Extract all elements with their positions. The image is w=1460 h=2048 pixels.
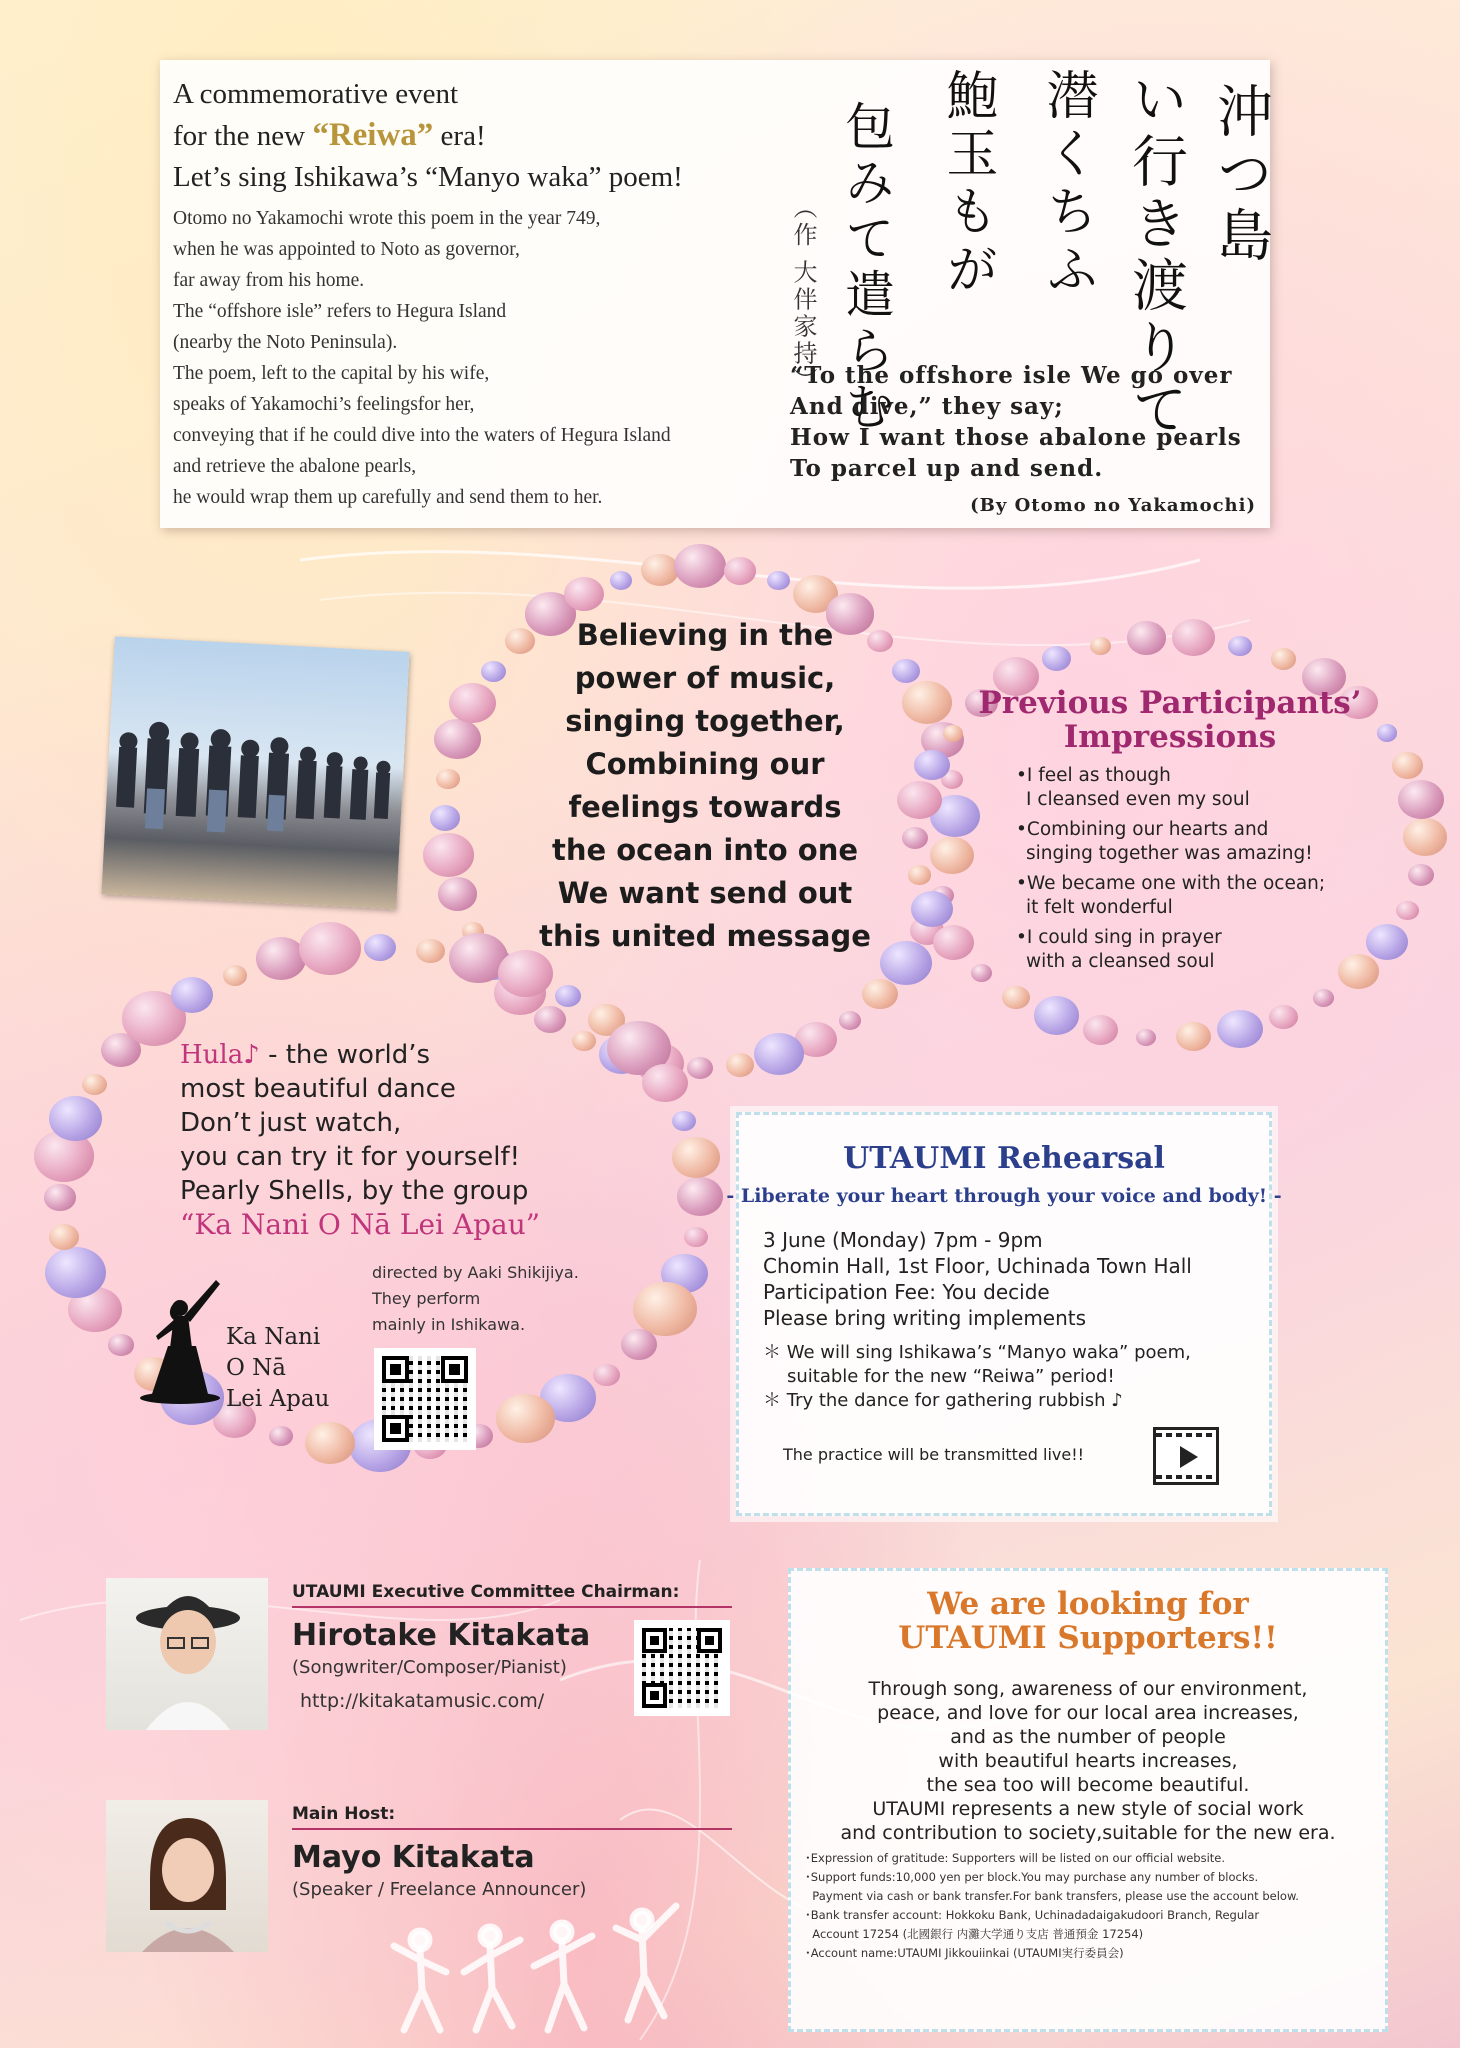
central-message bbox=[520, 614, 890, 958]
body-line: Through song, awareness of our environment, bbox=[868, 1678, 1308, 1700]
impression-line: it felt wonderful bbox=[1026, 897, 1173, 918]
hula-title-rest: - the world’s bbox=[259, 1040, 431, 1070]
bead bbox=[269, 1426, 293, 1447]
english-line: And dive,” they say; bbox=[790, 393, 1064, 420]
detail-line: Participation Fee: You decide bbox=[763, 1280, 1050, 1304]
bead bbox=[684, 1227, 708, 1247]
bead bbox=[82, 1074, 107, 1095]
hula-group-name: “Ka Nani O Nā Lei Apau” bbox=[180, 1208, 541, 1241]
supporters-card bbox=[788, 1568, 1388, 2032]
hula-qr-code[interactable] bbox=[374, 1348, 476, 1450]
qr-eye bbox=[642, 1628, 667, 1653]
impressions-section bbox=[960, 686, 1380, 754]
detail-line: Chomin Hall, 1st Floor, Uchinada Town Hall bbox=[763, 1254, 1192, 1278]
bead bbox=[434, 719, 481, 759]
host-portrait bbox=[106, 1800, 268, 1952]
hula-director bbox=[372, 1260, 632, 1338]
body-line: with beautiful hearts increases, bbox=[938, 1750, 1238, 1772]
chairman-name: Hirotake Kitakata bbox=[292, 1618, 591, 1653]
bead bbox=[1403, 818, 1448, 856]
hula-line: most beautiful dance bbox=[180, 1074, 456, 1104]
qr-eye bbox=[382, 1356, 409, 1383]
message-line: this united message bbox=[539, 919, 871, 953]
description-line: he would wrap them up carefully and send them to her. bbox=[173, 487, 603, 508]
reiwa-word: “Reiwa” bbox=[312, 117, 434, 153]
host-name: Mayo Kitakata bbox=[292, 1840, 535, 1875]
calligraphy-column-2: い行き渡りて bbox=[1123, 70, 1188, 442]
bead bbox=[971, 964, 993, 983]
bead bbox=[1136, 1029, 1156, 1046]
bead bbox=[897, 781, 942, 819]
bead bbox=[481, 661, 506, 682]
qr-eye bbox=[642, 1683, 667, 1708]
bead bbox=[416, 939, 445, 964]
qr-eye bbox=[382, 1415, 409, 1442]
bead bbox=[933, 925, 974, 960]
impressions-title-2: Impressions bbox=[1063, 719, 1277, 755]
english-credit: (By Otomo no Yakamochi) bbox=[970, 495, 1256, 516]
bead bbox=[49, 1096, 102, 1141]
bead bbox=[610, 571, 632, 590]
bead bbox=[726, 1053, 755, 1077]
live-note: The practice will be transmitted live!! bbox=[783, 1445, 1085, 1464]
bead bbox=[299, 922, 361, 975]
chairman-role: (Songwriter/Composer/Pianist) bbox=[292, 1657, 567, 1678]
bead bbox=[1217, 1010, 1263, 1049]
bead bbox=[1228, 636, 1252, 656]
play-icon bbox=[1180, 1446, 1198, 1468]
hula-line: Pearly Shells, by the group bbox=[180, 1176, 529, 1206]
bead bbox=[564, 577, 604, 611]
bead bbox=[839, 1011, 861, 1030]
host-label: Main Host: bbox=[292, 1804, 396, 1824]
english-line: To parcel up and send. bbox=[790, 455, 1104, 482]
bead bbox=[1176, 1022, 1210, 1051]
impression-line: I cleansed even my soul bbox=[1026, 789, 1250, 810]
logo-line: Lei Apau bbox=[226, 1386, 330, 1412]
fine-print-line: ･Support funds:10,000 yen per block.You may purchase any number of blocks. bbox=[805, 1870, 1259, 1884]
supporters-body bbox=[791, 1677, 1385, 1845]
impression-line: singing together was amazing! bbox=[1026, 843, 1313, 864]
description-line: far away from his home. bbox=[173, 270, 365, 291]
bead bbox=[1042, 646, 1072, 671]
body-line: and contribution to society,suitable for the new era. bbox=[840, 1822, 1336, 1844]
english-line: How I want those abalone pearls bbox=[790, 424, 1242, 451]
bead bbox=[1034, 996, 1079, 1035]
rehearsal-card bbox=[726, 1112, 1282, 1516]
hula-heading bbox=[180, 1038, 640, 1072]
message-line: feelings towards bbox=[568, 790, 842, 824]
bead bbox=[724, 557, 757, 585]
impression-line: •We became one with the ocean; bbox=[1016, 873, 1326, 894]
body-line: peace, and love for our local area increases, bbox=[877, 1702, 1299, 1724]
bead bbox=[1398, 780, 1444, 819]
bead bbox=[449, 683, 496, 723]
fine-print-line: Account 17254 (北國銀行 内灘大学通り支店 普通預金 17254) bbox=[805, 1927, 1144, 1941]
film-strip-top bbox=[1156, 1433, 1216, 1437]
supporters-title: We are looking for bbox=[927, 1586, 1249, 1622]
director-line: directed by Aaki Shikijiya. bbox=[372, 1263, 579, 1282]
bead bbox=[49, 1224, 79, 1250]
calligraphy-credit: （作 大伴家持） bbox=[789, 195, 817, 395]
bead bbox=[862, 979, 898, 1009]
bead bbox=[1127, 621, 1166, 655]
bead bbox=[674, 544, 726, 588]
bead bbox=[534, 1006, 566, 1033]
english-line: “To the offshore isle We go over bbox=[790, 362, 1233, 389]
hula-line: you can try it for yourself! bbox=[180, 1142, 521, 1172]
heading-line-1: A commemorative event bbox=[173, 78, 459, 110]
bead bbox=[223, 965, 247, 986]
host-rule bbox=[292, 1828, 732, 1830]
impression-item bbox=[1016, 818, 1366, 866]
bead bbox=[754, 1033, 804, 1076]
bead bbox=[430, 805, 461, 831]
video-play-button[interactable] bbox=[1153, 1427, 1219, 1485]
description-line: Otomo no Yakamochi wrote this poem in the year 749, bbox=[173, 208, 601, 229]
crowd-silhouettes bbox=[101, 636, 409, 909]
description-line: (nearby the Noto Peninsula). bbox=[173, 332, 398, 353]
bead bbox=[677, 1177, 724, 1217]
bead bbox=[633, 1282, 696, 1336]
bead bbox=[767, 571, 790, 591]
bead bbox=[930, 837, 973, 874]
bead bbox=[908, 865, 931, 884]
detail-line: Please bring writing implements bbox=[763, 1306, 1087, 1330]
bead bbox=[892, 659, 920, 683]
bead bbox=[555, 985, 581, 1007]
message-line: We want send out bbox=[557, 876, 853, 910]
bead bbox=[423, 833, 474, 877]
description-line: conveying that if he could dive into the waters of Hegura Island bbox=[173, 425, 671, 446]
director-line: They perform bbox=[372, 1289, 481, 1308]
rehearsal-subtitle: - Liberate your heart through your voice and body! - bbox=[726, 1185, 1282, 1207]
calligraphy-column-1: 沖つ島 bbox=[1208, 82, 1273, 268]
fine-print-line: ･Bank transfer account: Hokkoku Bank, Uchinadadaigakudoori Branch, Regular bbox=[805, 1908, 1260, 1922]
bead bbox=[108, 1334, 133, 1355]
bead bbox=[45, 1247, 105, 1298]
hula-dancer-icon bbox=[138, 1276, 228, 1410]
bead bbox=[1269, 1005, 1297, 1029]
bead bbox=[1396, 901, 1419, 921]
bead bbox=[496, 1394, 554, 1444]
message-line: power of music, bbox=[574, 661, 836, 695]
bead bbox=[438, 877, 478, 911]
logo-line: Ka Nani bbox=[226, 1324, 321, 1350]
note-line: suitable for the new “Reiwa” period! bbox=[787, 1366, 1115, 1387]
rehearsal-details bbox=[763, 1227, 1253, 1331]
impression-item bbox=[1016, 764, 1366, 812]
dancing-figures-illustration bbox=[380, 1880, 760, 2040]
impression-item bbox=[1016, 872, 1366, 920]
bead bbox=[1366, 924, 1408, 960]
impression-line: •I feel as though bbox=[1016, 765, 1171, 786]
film-strip-bottom bbox=[1156, 1475, 1216, 1479]
description-line: The poem, left to the capital by his wife, bbox=[173, 363, 490, 384]
participants-photo bbox=[101, 636, 409, 909]
rehearsal-title: UTAUMI Rehearsal bbox=[843, 1141, 1165, 1176]
message-line: Believing in the bbox=[576, 618, 834, 652]
bead bbox=[687, 1057, 713, 1079]
supporters-heading bbox=[791, 1587, 1385, 1655]
note-line: ＊ We will sing Ishikawa’s “Manyo waka” poem, bbox=[763, 1342, 1191, 1363]
bead bbox=[1172, 619, 1215, 656]
description-line: The “offshore isle” refers to Hegura Island bbox=[173, 301, 507, 322]
note-line: ＊ Try the dance for gathering rubbish ♪ bbox=[763, 1390, 1123, 1411]
bead bbox=[902, 827, 929, 850]
message-line: singing together, bbox=[565, 704, 845, 738]
chairman-portrait bbox=[106, 1578, 268, 1730]
description-line: when he was appointed to Noto as governor, bbox=[173, 239, 520, 260]
body-line: the sea too will become beautiful. bbox=[926, 1774, 1250, 1796]
bead bbox=[1083, 1015, 1118, 1045]
hula-logo-text bbox=[226, 1322, 329, 1415]
chairman-qr-code[interactable] bbox=[634, 1620, 730, 1716]
chairman-url-link[interactable]: http://kitakatamusic.com/ bbox=[300, 1690, 545, 1712]
calligraphy-column-5: 包みて遣らむ bbox=[837, 100, 895, 436]
bead bbox=[1313, 989, 1335, 1007]
bead bbox=[1090, 637, 1111, 655]
hula-section bbox=[180, 1038, 640, 1242]
detail-line: 3 June (Monday) 7pm - 9pm bbox=[763, 1228, 1043, 1252]
bead bbox=[305, 1422, 355, 1464]
impression-line: with a cleansed soul bbox=[1026, 951, 1215, 972]
host-photo bbox=[106, 1800, 268, 1952]
impression-item bbox=[1016, 926, 1366, 974]
bead bbox=[1392, 752, 1423, 778]
fine-print-line: ･Account name:UTAUMI Jikkouiinkai (UTAUMI実行委員会) bbox=[805, 1946, 1124, 1960]
heading-pre: for the new bbox=[173, 120, 313, 152]
bead bbox=[364, 934, 397, 962]
bead bbox=[171, 977, 213, 1013]
description-line: speaks of Yakamochi’s feelingsfor her, bbox=[173, 394, 475, 415]
body-line: UTAUMI represents a new style of social work bbox=[872, 1798, 1304, 1820]
impressions-list bbox=[1016, 764, 1366, 980]
bead bbox=[1271, 648, 1296, 669]
rehearsal-notes bbox=[763, 1341, 1263, 1413]
bead bbox=[1002, 986, 1030, 1010]
bead bbox=[593, 1364, 619, 1387]
bead bbox=[1408, 864, 1434, 886]
bead bbox=[642, 1064, 687, 1103]
bead bbox=[672, 1137, 720, 1178]
fine-print-line: ･Expression of gratitude: Supporters will be listed on our official website. bbox=[805, 1851, 1226, 1865]
bead bbox=[672, 1111, 696, 1131]
bead bbox=[911, 891, 953, 927]
impressions-title: Previous Participants’ bbox=[978, 685, 1362, 721]
hula-title: Hula♪ bbox=[180, 1040, 260, 1070]
message-line: the ocean into one bbox=[551, 833, 859, 867]
hula-line: Don’t just watch, bbox=[180, 1108, 402, 1138]
chairman-label: UTAUMI Executive Committee Chairman: bbox=[292, 1582, 680, 1602]
bead bbox=[436, 769, 460, 790]
supporters-title-2: UTAUMI Supporters!! bbox=[898, 1620, 1278, 1656]
chairman-photo bbox=[106, 1578, 268, 1730]
impression-line: •Combining our hearts and bbox=[1016, 819, 1269, 840]
chairman-rule bbox=[292, 1606, 732, 1608]
bead bbox=[641, 554, 679, 586]
bead bbox=[902, 681, 952, 724]
message-line: Combining our bbox=[585, 747, 825, 781]
calligraphy-column-3: 潜くちふ bbox=[1037, 68, 1097, 300]
qr-eye bbox=[697, 1628, 722, 1653]
bead bbox=[44, 1184, 75, 1210]
heading-line-3: Let’s sing Ishikawa’s “Manyo waka” poem! bbox=[173, 161, 683, 193]
supporters-fine-print bbox=[805, 1849, 1375, 1963]
fine-print-line: Payment via cash or bank transfer.For bank transfers, please use the account below. bbox=[805, 1889, 1299, 1903]
heading-post: era! bbox=[433, 120, 486, 152]
director-line: mainly in Ishikawa. bbox=[372, 1315, 526, 1334]
logo-line: O Nā bbox=[226, 1355, 287, 1381]
qr-eye bbox=[441, 1356, 468, 1383]
host-role: (Speaker / Freelance Announcer) bbox=[292, 1879, 587, 1900]
calligraphy-column-4: 鮑玉もが bbox=[937, 68, 997, 300]
body-line: and as the number of people bbox=[950, 1726, 1226, 1748]
impression-line: •I could sing in prayer bbox=[1016, 927, 1222, 948]
description-line: and retrieve the abalone pearls, bbox=[173, 456, 417, 477]
